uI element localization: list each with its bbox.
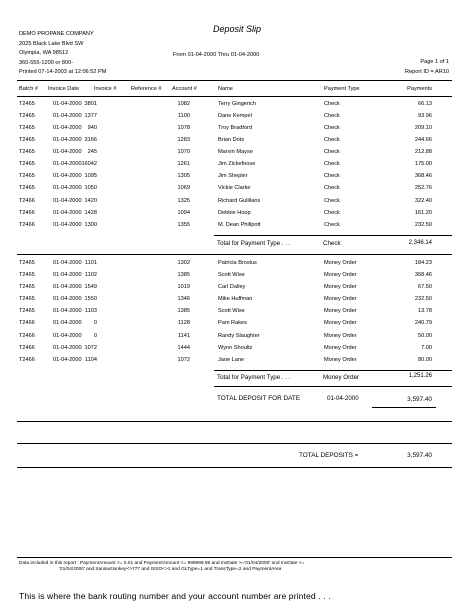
cell-account: 1346	[177, 296, 190, 302]
cell-name: Brian Dots	[218, 137, 245, 143]
cell-invoice-number: 245	[87, 149, 97, 155]
cell-invoice-number: 940	[87, 125, 97, 131]
bank-info-line: This is where the bank routing number and your account number are printed . . .	[19, 591, 331, 601]
cell-payment-type: Money Order	[324, 260, 357, 266]
cell-account: 1302	[177, 260, 190, 266]
cell-name: Jim Shepler	[218, 173, 248, 179]
cell-payment-type: Check	[324, 161, 340, 167]
total-deposit-date: 01-04-2000	[327, 395, 359, 402]
header-divider	[17, 80, 452, 81]
cell-account: 1078	[177, 125, 190, 131]
cell-invoice-number: 1549	[84, 284, 97, 290]
cell-payment-type: Money Order	[324, 284, 357, 290]
col-name: Name	[218, 86, 233, 92]
cell-invoice-date: 01-04-2000	[53, 296, 82, 302]
page-info: Page 1 of 1	[420, 59, 449, 65]
cell-batch: T2466	[19, 320, 35, 326]
cell-batch: T2466	[19, 198, 35, 204]
cell-invoice-date: 01-04-2000	[53, 149, 82, 155]
cell-invoice-date: 01-04-2000	[53, 272, 82, 278]
cell-payment-type: Check	[324, 137, 340, 143]
cell-batch: T2465	[19, 173, 35, 179]
cell-batch: T2465	[19, 308, 35, 314]
cell-payment-type: Check	[324, 210, 340, 216]
report-id: Report ID = AR10	[405, 69, 449, 75]
cell-payment: 50.00	[418, 333, 432, 339]
cell-batch: T2465	[19, 161, 35, 167]
cell-name: Scott Wise	[218, 272, 245, 278]
cell-payment: 66.13	[418, 101, 432, 107]
section-divider	[17, 467, 452, 468]
cell-account: 1070	[177, 149, 190, 155]
cell-invoice-number: 1104	[84, 357, 97, 363]
cell-batch: T2466	[19, 222, 35, 228]
subtotal-value: 2,346.14	[408, 240, 432, 246]
cell-payment: 232.50	[414, 222, 432, 228]
total-deposit-underline	[372, 407, 436, 408]
cell-name: Carl Dalley	[218, 284, 246, 290]
cell-batch: T2466	[19, 210, 35, 216]
cell-invoice-number: 1095	[84, 173, 97, 179]
subtotal-type: Money Order	[323, 374, 360, 381]
cell-payment-type: Money Order	[324, 308, 357, 314]
cell-payment: 212.88	[414, 149, 432, 155]
cell-invoice-date: 01-04-2000	[53, 222, 82, 228]
cell-account: 1094	[177, 210, 190, 216]
cell-account: 1261	[177, 161, 190, 167]
cell-name: M. Dean Phillpott	[218, 222, 261, 228]
cell-invoice-number: 0	[93, 320, 97, 326]
deposit-divider	[214, 386, 452, 387]
subtotal-divider	[214, 370, 452, 371]
printed-timestamp: Printed 07-14-2003 at 12:06:52 PM	[19, 69, 107, 75]
cell-invoice-date: 01-04-2000	[53, 260, 82, 266]
footer-divider	[17, 557, 452, 558]
cell-payment-type: Money Order	[324, 345, 357, 351]
cell-payment-type: Money Order	[324, 320, 357, 326]
cell-account: 1444	[177, 345, 190, 351]
subtotal-divider	[214, 235, 452, 236]
cell-batch: T2466	[19, 357, 35, 363]
cell-invoice-number: 3166	[84, 137, 97, 143]
cell-invoice-number: 1101	[84, 260, 97, 266]
cell-payment-type: Check	[324, 173, 340, 179]
subtotal-type: Check	[323, 240, 341, 247]
cell-payment-type: Check	[324, 113, 340, 119]
cell-payment: 161.20	[414, 210, 432, 216]
cell-name: Marvin Mayse	[218, 149, 253, 155]
cell-invoice-date: 01-04-2000	[53, 210, 82, 216]
cell-invoice-number: 1428	[84, 210, 97, 216]
cell-payment-type: Check	[324, 185, 340, 191]
section-divider	[17, 443, 452, 444]
section-divider	[17, 421, 452, 422]
subtotal-label: Total for Payment Type . . .	[217, 240, 291, 247]
cell-invoice-number: 1377	[84, 113, 97, 119]
cell-batch: T2465	[19, 101, 35, 107]
cell-name: Troy Bradford	[218, 125, 252, 131]
cell-invoice-number: 1300	[84, 222, 97, 228]
cell-invoice-number: 16042	[81, 161, 97, 167]
cell-batch: T2465	[19, 149, 35, 155]
cell-invoice-date: 01-04-2000	[53, 308, 82, 314]
cell-invoice-date: 01-04-2000	[53, 137, 82, 143]
company-name: DEMO PROPANE COMPANY	[19, 31, 94, 37]
cell-account: 1072	[177, 357, 190, 363]
cell-account: 1355	[177, 222, 190, 228]
subtotal-label: Total for Payment Type . . .	[217, 374, 291, 381]
cell-payment-type: Check	[324, 198, 340, 204]
cell-batch: T2465	[19, 284, 35, 290]
cell-name: Randy Slaughter	[218, 333, 260, 339]
cell-payment: 368.46	[414, 272, 432, 278]
cell-invoice-number: 3801	[84, 101, 97, 107]
cell-invoice-date: 01-04-2000	[53, 198, 82, 204]
cell-invoice-number: 1550	[84, 296, 97, 302]
cell-invoice-date: 01-04-2000	[53, 333, 82, 339]
cell-payment-type: Check	[324, 149, 340, 155]
cell-payment-type: Check	[324, 125, 340, 131]
cell-name: Jane Lane	[218, 357, 245, 363]
cell-payment: 175.00	[414, 161, 432, 167]
cell-name: Mike Huffman	[218, 296, 253, 302]
cell-payment-type: Money Order	[324, 296, 357, 302]
cell-name: Wynn Shoultz	[218, 345, 253, 351]
cell-batch: T2466	[19, 345, 35, 351]
cell-payment: 322.40	[414, 198, 432, 204]
cell-name: Dane Kempel	[218, 113, 252, 119]
cell-invoice-number: 1102	[84, 272, 97, 278]
cell-account: 1385	[177, 308, 190, 314]
cell-name: Jim Zickefoose	[218, 161, 256, 167]
col-payment-type: Payment Type	[324, 86, 360, 92]
cell-payment: 93.96	[418, 113, 432, 119]
cell-batch: T2466	[19, 333, 35, 339]
cell-payment: 7.00	[421, 345, 432, 351]
cell-batch: T2465	[19, 113, 35, 119]
cell-name: Patricia Broslus	[218, 260, 257, 266]
report-title: Deposit Slip	[212, 24, 262, 34]
cell-invoice-date: 01-04-2000	[53, 357, 82, 363]
cell-invoice-number: 1103	[84, 308, 97, 314]
cell-name: Vickie Clarke	[218, 185, 251, 191]
cell-invoice-date: 01-04-2000	[53, 173, 82, 179]
cell-payment: 252.76	[414, 185, 432, 191]
cell-invoice-date: 01-04-2000	[53, 320, 82, 326]
cell-payment: 240.79	[414, 320, 432, 326]
cell-invoice-number: 0	[93, 333, 97, 339]
cell-account: 1019	[177, 284, 190, 290]
cell-batch: T2465	[19, 137, 35, 143]
col-invoice-date: Invoice Date	[48, 86, 80, 92]
cell-batch: T2465	[19, 185, 35, 191]
cell-account: 1385	[177, 272, 190, 278]
cell-account: 1283	[177, 137, 190, 143]
cell-name: Scott Wise	[218, 308, 245, 314]
group-divider	[17, 254, 452, 255]
cell-payment: 13.78	[418, 308, 432, 314]
cell-invoice-date: 01-04-2000	[53, 125, 82, 131]
cell-payment-type: Check	[324, 222, 340, 228]
cell-invoice-date: 01-04-2000	[53, 284, 82, 290]
cell-name: Pam Rakes	[218, 320, 247, 326]
total-deposit-value: 3,597.40	[407, 396, 432, 403]
date-range: From 01-04-2000 Thru 01-04-2000	[173, 52, 260, 58]
cell-invoice-number: 1072	[84, 345, 97, 351]
cell-invoice-date: 01-04-2000	[53, 161, 82, 167]
cell-invoice-number: 1420	[84, 198, 97, 204]
cell-batch: T2465	[19, 296, 35, 302]
cell-invoice-date: 01-04-2000	[53, 185, 82, 191]
total-deposit-label: TOTAL DEPOSIT FOR DATE	[217, 395, 301, 402]
col-payments: Payments	[407, 86, 432, 92]
cell-payment: 244.66	[414, 137, 432, 143]
cell-account: 1100	[177, 113, 190, 119]
cell-batch: T2465	[19, 272, 35, 278]
cell-payment-type: Check	[324, 101, 340, 107]
cell-invoice-date: 01-04-2000	[53, 101, 82, 107]
cell-payment-type: Money Order	[324, 333, 357, 339]
subtotal-value: 1,251.26	[408, 373, 432, 379]
company-address1: 2025 Black Lake Blvd SW	[19, 41, 84, 47]
cell-invoice-date: 01-04-2000	[53, 113, 82, 119]
cell-name: Terry Gingerich	[218, 101, 256, 107]
footer-note-line2: '01/04/2000' and transactionkey<>777 and ISSO<>1 and GLType=1 and TransType=2 and PaymentArea	[59, 567, 282, 572]
col-batch: Batch #	[19, 86, 38, 92]
footer-note-line1: Data included in this report : PaymentAmount >= 0.01 and PaymentAmount <= 999999.99 and InvDate >='01/04/2000' and InvDate <=	[19, 561, 305, 566]
company-address2: Olympia, WA 98512	[19, 50, 69, 56]
col-reference: Reference #	[131, 86, 162, 92]
cell-account: 1069	[177, 185, 190, 191]
cell-batch: T2465	[19, 125, 35, 131]
cell-invoice-date: 01-04-2000	[53, 345, 82, 351]
cell-account: 1141	[177, 333, 190, 339]
cell-name: Richard Gullilans	[218, 198, 261, 204]
col-account: Account #	[172, 86, 197, 92]
cell-batch: T2465	[19, 260, 35, 266]
cell-payment: 80.00	[418, 357, 432, 363]
cell-account: 1325	[177, 198, 190, 204]
col-invoice-number: Invoice #	[94, 86, 117, 92]
cell-payment: 232.50	[414, 296, 432, 302]
cell-account: 1305	[177, 173, 190, 179]
cell-payment: 209.10	[414, 125, 432, 131]
cell-account: 1128	[177, 320, 190, 326]
cell-payment-type: Money Order	[324, 272, 357, 278]
company-phone: 360-555-1200 or 800-	[19, 60, 74, 66]
cell-payment-type: Money Order	[324, 357, 357, 363]
cell-payment: 67.50	[418, 284, 432, 290]
cell-name: Debbie Hoop	[218, 210, 251, 216]
total-deposits-value: 3,597.40	[407, 452, 432, 459]
cell-account: 1082	[177, 101, 190, 107]
column-header-divider	[17, 96, 452, 97]
cell-invoice-number: 1050	[84, 185, 97, 191]
total-deposits-label: TOTAL DEPOSITS =	[299, 452, 359, 459]
cell-payment: 184.23	[414, 260, 432, 266]
cell-payment: 368.46	[414, 173, 432, 179]
